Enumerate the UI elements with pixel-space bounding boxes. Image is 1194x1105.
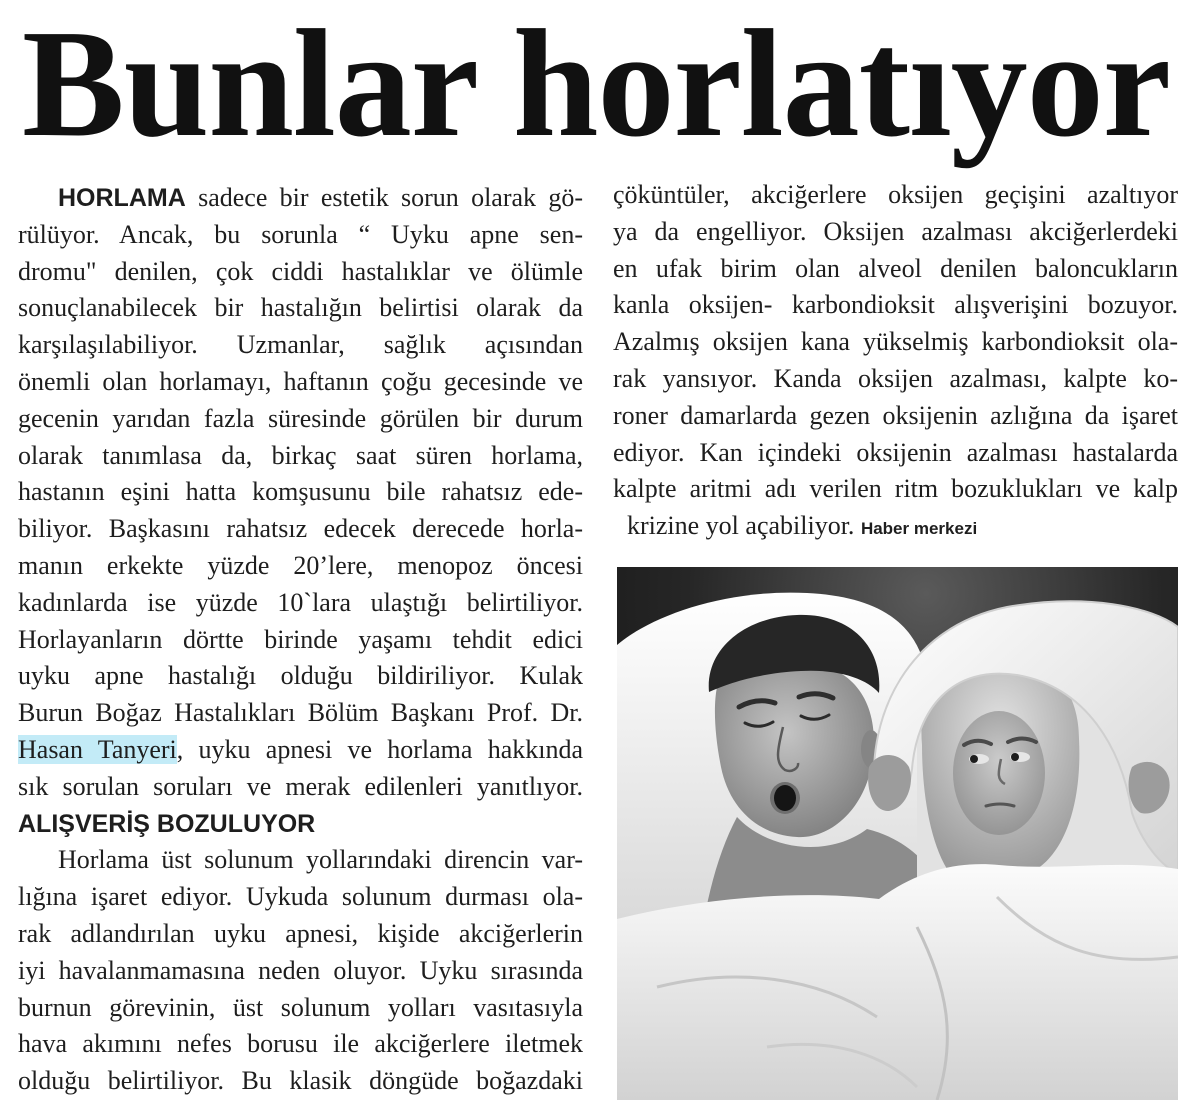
- article-text-line: sonuçlanabilecek bir hastalığın belirtisi olarak da: [18, 293, 583, 323]
- article-text-line: çöküntüler, akciğerlere oksijen geçişini azaltıyor: [613, 180, 1178, 209]
- article-photo: [617, 567, 1178, 1100]
- article-text-line: burnun görevinin, üst solunum yolları vasıtasıyla: [18, 992, 583, 1022]
- article-text-line: Azalmış oksijen kana yükselmiş karbondioksit ola-: [613, 327, 1178, 357]
- article-text-line: biliyor. Başkasını rahatsız edecek derecede horla-: [18, 514, 583, 544]
- article-text-line: kanla oksijen- karbondioksit alışverişini bozuyor.: [613, 290, 1178, 320]
- text-fragment: krizine yol açabiliyor.: [627, 511, 855, 541]
- article-text-line: Horlama üst solunum yollarındaki direncin var-: [58, 845, 583, 875]
- man-open-mouth: [774, 785, 796, 811]
- article-text-line: gecenin yarıdan fazla süresinde görülen bir durum: [18, 403, 583, 433]
- article-text-line: [18, 732, 583, 769]
- article-text-line: karşılaşılabiliyor. Uzmanlar, sağlık açısından: [18, 330, 583, 360]
- article-text-line: kadınlarda ise yüzde 10`lara ulaştığı belirtiliyor.: [18, 587, 583, 617]
- article-text-line: olduğu belirtiliyor. Bu klasik döngüde boğazdaki: [18, 1066, 583, 1096]
- byline: Haber merkezi: [860, 519, 978, 539]
- lead-keyword: HORLAMA: [58, 184, 186, 212]
- article-text-line: Burun Boğaz Hastalıkları Bölüm Başkanı Prof. Dr.: [18, 698, 583, 728]
- left-column: [18, 180, 583, 1100]
- article-text-line: iyi havalanmamasına neden oluyor. Uyku sırasında: [18, 955, 583, 985]
- article-text-line: [18, 180, 583, 217]
- article-text-line: hastanın eşini hatta komşusunu bile rahatsız ede-: [18, 477, 583, 507]
- article-text-line: manın erkekte yüzde 20’lere, menopoz öncesi: [18, 550, 583, 580]
- article-text-line: hava akımını nefes borusu ile akciğerlere iletmek: [18, 1029, 583, 1059]
- article-text-line: dromu" denilen, çok ciddi hastalıklar ve ölümle: [18, 256, 583, 286]
- article-text-line: rak adlandırılan uyku apnesi, kişide akciğerlerin: [18, 918, 583, 948]
- article-text-line: lığına işaret ediyor. Uykuda solunum durması ola-: [18, 882, 583, 912]
- article-text-line: roner damarlarda gezen oksijenin azlığına da işaret: [613, 400, 1178, 430]
- subheading: ALIŞVERİŞ BOZULUYOR: [18, 809, 316, 838]
- article-text-line: en ufak birim olan alveol denilen baloncukların: [613, 253, 1178, 283]
- article-text-line: ediyor. Kan içindeki oksijenin azalması hastalarda: [613, 437, 1178, 467]
- article-text-line: ya da engelliyor. Oksijen azalması akciğerlerdeki: [613, 216, 1178, 246]
- headline: Bunlar horlatıyor: [22, 0, 1171, 169]
- article-text-line: rak yansıyor. Kanda oksijen azalması, kalpte ko-: [613, 363, 1178, 393]
- text-fragment: sadece bir estetik sorun olarak gö-: [198, 183, 583, 212]
- article-text-line: sık sorulan soruları ve merak edilenleri yanıtlıyor.: [18, 771, 583, 801]
- article-text-line: önemli olan horlamayı, haftanın çoğu gecesinde ve: [18, 366, 583, 396]
- photo-illustration: [617, 567, 1178, 1100]
- highlighted-name: Hasan Tanyeri: [18, 734, 177, 764]
- article-text-line: [613, 508, 1178, 545]
- article-text-line: olarak tanımlasa da, birkaç saat süren horlama,: [18, 440, 583, 470]
- article-text-line: kalpte aritmi adı verilen ritm bozuklukları ve kalp: [613, 474, 1178, 504]
- article-text-line: Horlayanların dörtte birinde yaşamı tehdit edici: [18, 624, 583, 654]
- article-text-line: uyku apne hastalığı olduğu bildiriliyor. Kulak: [18, 661, 583, 691]
- article-text-line: rülüyor. Ancak, bu sorunla “ Uyku apne sen-: [18, 219, 583, 249]
- text-fragment: , uyku apnesi ve horlama hakkında: [176, 734, 583, 764]
- right-column: [613, 177, 1178, 545]
